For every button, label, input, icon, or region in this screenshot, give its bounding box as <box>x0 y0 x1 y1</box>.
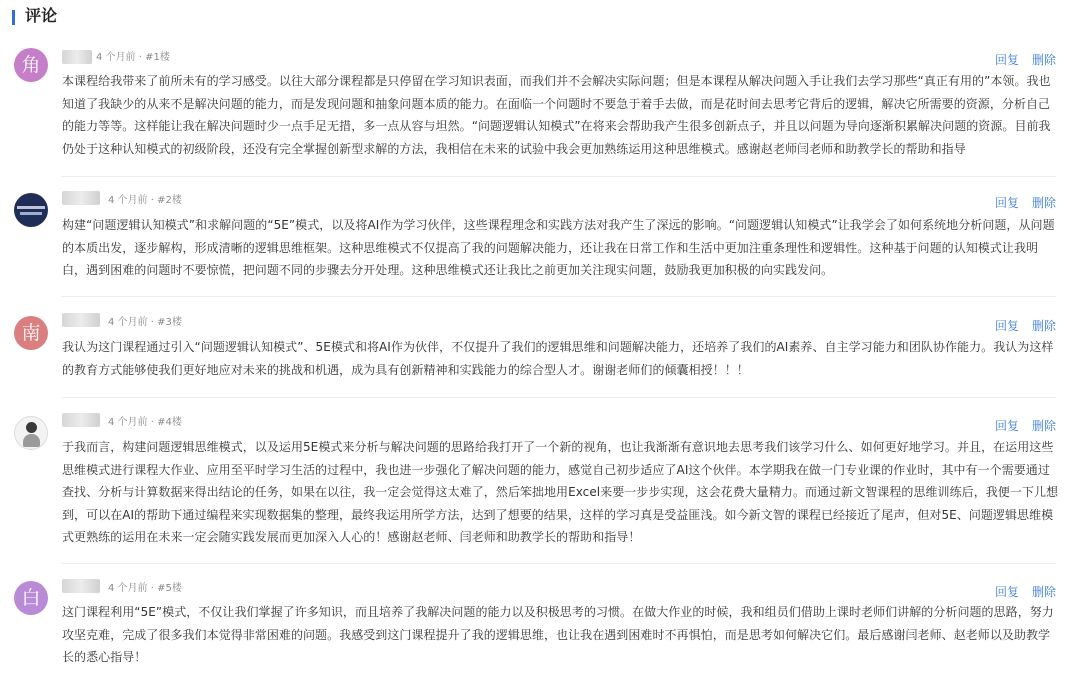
comments-header <box>0 0 1080 34</box>
comment-meta: 4 个月前 · #5楼 <box>108 583 182 594</box>
reply-button[interactable]: 回复 <box>994 53 1019 67</box>
comment-floor: #3楼 <box>157 317 182 328</box>
comment-time: 4 个月前 <box>96 52 136 63</box>
section-accent-bar <box>12 10 15 25</box>
avatar-graphic <box>26 422 37 433</box>
divider <box>62 296 1056 297</box>
reply-button[interactable]: 回复 <box>994 319 1019 333</box>
username-blurred <box>62 413 100 427</box>
comment-time: 4 个月前 <box>108 583 148 594</box>
delete-button[interactable]: 删除 <box>1031 319 1056 333</box>
avatar[interactable] <box>14 193 48 227</box>
comment-text: 于我而言，构建问题逻辑思维模式，以及运用5E模式来分析与解决问题的思路给我打开了一个新的视角，也让我渐渐有意识地去思考我们该学习什么、如何更好地学习。并且，在运用这些思维模式进行课程大作业、应用至平时学习生活的过程中，我也进一步强化了解决问题的能力，感觉自己初步适应了AI这个伙伴。本学期我在做一门专业课的作业时，其中有一个需要通过查找、分析与计算数据来得出结论的任务，如果在以往，我一定会觉得这太难了，然后笨拙地用Excel来要一步步实现，这会花费大量精力。而通过新文智课程的思维训练后，我便一下儿想到，可以在AI的帮助下通过编程来实现数据集的整理，最终我运用所学方法，达到了想要的结果，这样的学习真是受益匪浅。如今新文智的课程已经接近了尾声，但对5E、问题逻辑思维模式更熟练的运用在未来一定会随实践发展而更加深入人心的！感谢赵老师、闫老师和助教学长的帮助和指导！ <box>62 440 1059 544</box>
comment-actions <box>982 52 1056 68</box>
delete-button[interactable]: 删除 <box>1031 196 1056 210</box>
reply-button[interactable]: 回复 <box>994 585 1019 599</box>
delete-button[interactable]: 删除 <box>1031 53 1056 67</box>
username-blurred <box>62 313 100 327</box>
avatar[interactable]: 角 <box>14 48 48 82</box>
username-blurred <box>62 579 100 593</box>
delete-button[interactable]: 删除 <box>1031 419 1056 433</box>
comment-meta: 4 个月前 · #4楼 <box>108 417 182 428</box>
comment-actions <box>982 584 1056 600</box>
comment-time: 4 个月前 <box>108 417 148 428</box>
comment-actions <box>982 195 1056 211</box>
username-blurred <box>62 50 92 64</box>
comment-time: 4 个月前 <box>108 195 148 206</box>
comment-meta: 4 个月前 · #1楼 <box>96 52 170 63</box>
comment-meta: 4 个月前 · #3楼 <box>108 317 182 328</box>
divider <box>62 176 1056 177</box>
delete-button[interactable]: 删除 <box>1031 585 1056 599</box>
comment-floor: #1楼 <box>145 52 170 63</box>
divider <box>62 397 1056 398</box>
avatar[interactable] <box>14 416 48 450</box>
comment-floor: #4楼 <box>157 417 182 428</box>
comment-floor: #5楼 <box>157 583 182 594</box>
reply-button[interactable]: 回复 <box>994 196 1019 210</box>
comment-floor: #2楼 <box>157 195 182 206</box>
comment-time: 4 个月前 <box>108 317 148 328</box>
avatar-graphic <box>20 212 42 215</box>
avatar[interactable]: 白 <box>14 581 48 615</box>
avatar-graphic <box>23 434 40 447</box>
comment-text: 我认为这门课程通过引入“问题逻辑认知模式”、5E模式和将AI作为伙伴，不仅提升了我们的逻辑思维和问题解决能力，还培养了我们的AI素养、自主学习能力和团队协作能力。我认为这样的教育方式能够使我们更好地应对未来的挑战和机遇，成为具有创新精神和实践能力的综合型人才。谢谢老师们的倾囊相授！！！ <box>62 340 1054 377</box>
comment-text: 构建“问题逻辑认知模式”和求解问题的“5E”模式，以及将AI作为学习伙伴，这些课程理念和实践方法对我产生了深远的影响。“问题逻辑认知模式”让我学会了如何系统地分析问题，从问题的本质出发，逐步解构，形成清晰的逻辑思维框架。这种思维模式不仅提高了我的问题解决能力，还让我在日常工作和生活中更加注重条理性和逻辑性。这种基于问题的认知模式让我明白，遇到困难的问题时不要惊慌，把问题不同的步骤去分开处理。这种思维模式还让我比之前更加关注现实问题，鼓励我更加积极的向实践发问。 <box>62 218 1055 277</box>
comment-actions <box>982 318 1056 334</box>
avatar[interactable]: 南 <box>14 316 48 350</box>
comment-actions <box>982 418 1056 434</box>
section-title: 评论 <box>25 6 58 25</box>
comment-text: 本课程给我带来了前所未有的学习感受。以往大部分课程都是只停留在学习知识表面，而我们并不会解决实际问题；但是本课程从解决问题入手让我们去学习那些“真正有用的”本领。我也知道了我缺少的从来不是解决问题的能力，而是发现问题和抽象问题本质的能力。在面临一个问题时不要急于着手去做，而是花时间去思考它背后的逻辑，解决它所需要的资源，分析自己的能力等等。这样能让我在解决问题时少一点手足无措，多一点从容与坦然。“问题逻辑认知模式”在将来会帮助我产生很多创新点子，并且以问题为导向逐渐积累解决问题的资源。目前我仍处于这种认知模式的初级阶段，还没有完全掌握创新型求解的方法，我相信在未来的试验中我会更加熟练运用这种思维模式。感谢赵老师闫老师和助教学长的帮助和指导 <box>62 74 1051 156</box>
comment-text: 这门课程利用“5E”模式，不仅让我们掌握了许多知识，而且培养了我解决问题的能力以及积极思考的习惯。在做大作业的时候，我和组员们借助上课时老师们讲解的分析问题的思路，努力攻坚克难，完成了很多我们本觉得非常困难的问题。我感受到这门课程提升了我的逻辑思维，也让我在遇到困难时不再惧怕，而是思考如何解决它们。最后感谢闫老师、赵老师以及助教学长的悉心指导！ <box>62 605 1054 664</box>
username-blurred <box>62 191 100 205</box>
avatar-graphic <box>17 206 45 209</box>
reply-button[interactable]: 回复 <box>994 419 1019 433</box>
comment-meta: 4 个月前 · #2楼 <box>108 195 182 206</box>
divider <box>62 563 1056 564</box>
